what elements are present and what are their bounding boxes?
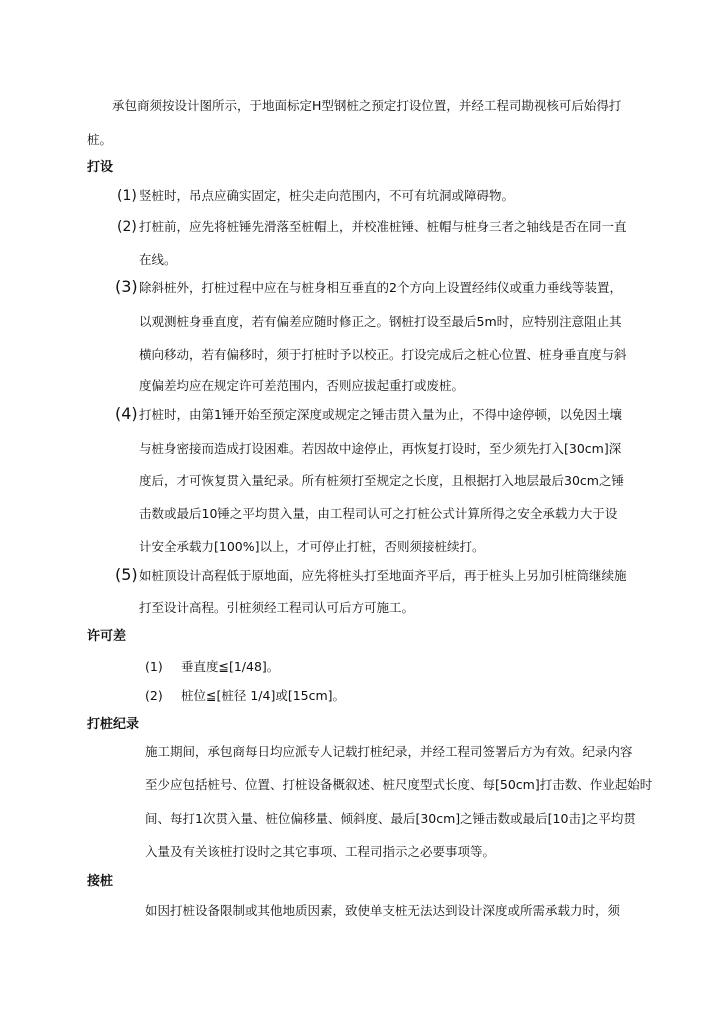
- tolerance-2-text: 桩位≦[桩径 1/4]或[15cm]。: [181, 688, 346, 703]
- record-line-1: 施工期间，承包商每日均应派专人记载打桩纪录，并经工程司签署后方为有效。纪录内容: [145, 744, 633, 759]
- item-4-line-2: 与桩身密接而造成打设困难。若因故中途停止，再恢复打设时，至少须先打入[30cm]深: [139, 441, 622, 456]
- record-line-3: 间、每打1次贯入量、桩位偏移量、倾斜度、最后[30cm]之锤击数或最后[10击]之平均贯: [145, 811, 636, 826]
- item-4-line-1: 打桩时，由第1锤开始至预定深度或规定之锤击贯入量为止，不得中途停顿，以免因土壤: [139, 407, 622, 422]
- item-5-line-1: 如桩顶设计高程低于原地面，应先将桩头打至地面齐平后，再于桩头上另加引桩筒继续施: [139, 568, 627, 583]
- item-1-line-1: 竖桩时，吊点应确实固定，桩尖走向范围内，不可有坑洞或障碍物。: [139, 188, 515, 203]
- item-5-line-2: 打至设计高程。引桩须经工程司认可后方可施工。: [139, 600, 415, 615]
- item-4-line-5: 计安全承载力[100%]以上，才可停止打桩，否则须接桩续打。: [139, 539, 485, 554]
- item-4-number: (4): [115, 404, 138, 423]
- record-line-2: 至少应包括桩号、位置、打桩设备概叙述、桩尺度型式长度、每[50cm]打击数、作业起始时: [145, 777, 653, 792]
- item-4-line-4: 击数或最后10锤之平均贯入量，由工程司认可之打桩公式计算所得之安全承载力大于设: [139, 506, 618, 521]
- item-2-line-1: 打桩前，应先将桩锤先滑落至桩帽上，并校准桩锤、桩帽与桩身三者之轴线是否在同一直: [139, 219, 627, 234]
- item-3-line-4: 度偏差均应在规定许可差范围内，否则应拔起重打或废桩。: [139, 378, 465, 393]
- heading-driving: 打设: [87, 160, 114, 175]
- item-5-number: (5): [115, 565, 138, 584]
- item-2-number: (2): [117, 219, 137, 235]
- tolerance-1-text: 垂直度≦[1/48]。: [181, 659, 280, 674]
- item-2-line-2: 在线。: [139, 252, 177, 267]
- heading-tolerance: 许可差: [87, 629, 127, 644]
- tolerance-2-number: (2): [145, 688, 163, 703]
- item-1-number: (1): [117, 188, 137, 204]
- item-4-line-3: 度后，才可恢复贯入量纪录。所有桩须打至规定之长度，且根据打入地层最后30cm之锤: [139, 473, 624, 488]
- item-3-number: (3): [115, 277, 138, 296]
- item-3-line-1: 除斜桩外，打桩过程中应在与桩身相互垂直的2个方向上设置经纬仪或重力垂线等装置，: [139, 280, 622, 295]
- intro-line-1: 承包商须按设计图所示，于地面标定H型钢桩之预定打设位置，并经工程司勘视核可后始得打: [112, 98, 622, 113]
- heading-splice: 接桩: [87, 874, 114, 889]
- splice-line-1: 如因打桩设备限制或其他地质因素，致使单支桩无法达到设计深度或所需承载力时，须: [145, 903, 621, 918]
- tolerance-1-number: (1): [145, 659, 163, 674]
- intro-line-2: 桩。: [87, 132, 113, 147]
- record-line-4: 入量及有关该桩打设时之其它事项、工程司指示之必要事项等。: [145, 844, 496, 859]
- item-3-line-3: 横向移动，若有偏移时，须于打桩时予以校正。打设完成后之桩心位置、桩身垂直度与斜: [139, 347, 627, 362]
- heading-record: 打桩纪录: [87, 717, 140, 732]
- item-3-line-2: 以观测桩身垂直度，若有偏差应随时修正之。钢桩打设至最后5m时，应特别注意阻止其: [139, 314, 622, 329]
